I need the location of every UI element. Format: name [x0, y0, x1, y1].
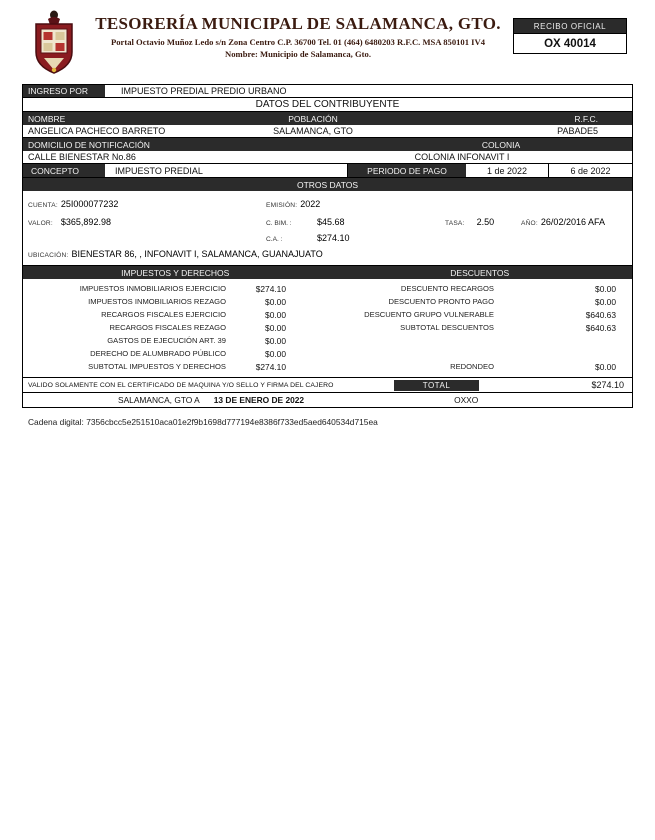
periodo-to: 6 de 2022	[570, 165, 611, 176]
total-row	[23, 377, 632, 392]
concepto-value: IMPUESTO PREDIAL	[105, 164, 348, 177]
domicilio-value: CALLE BIENESTAR No.86	[28, 152, 136, 162]
ubicacion-label: UBICACIÓN:	[28, 252, 69, 259]
domicilio-values-row	[23, 151, 632, 164]
ingreso-label: INGRESO POR	[23, 85, 105, 97]
cuenta-value: 25I000077232	[60, 199, 119, 209]
cbim-label: C. BIM. :	[266, 220, 292, 227]
header-text	[88, 14, 508, 59]
emision-label: EMISIÓN:	[266, 202, 298, 209]
ca-value: $274.10	[317, 233, 350, 243]
cashier-text: OXXO	[454, 395, 479, 405]
header	[30, 8, 627, 78]
impuestos-column	[23, 282, 323, 373]
header-name-line: Nombre: Municipio de Salamanca, Gto.	[225, 49, 371, 59]
ubicacion-value: BIENESTAR 86, , INFONAVIT I, SALAMANCA, GUANAJUATO	[71, 249, 323, 259]
contribuyente-section-title: DATOS DEL CONTRIBUYENTE	[23, 98, 632, 112]
discount-label: DESCUENTO PRONTO PAGO	[388, 297, 494, 306]
receipt-number-box	[513, 18, 627, 54]
value-rfc: PABADE5	[557, 126, 598, 136]
discount-row	[323, 282, 632, 295]
periodo-label: PERIODO DE PAGO	[348, 164, 466, 177]
total-label: TOTAL	[394, 380, 479, 391]
charge-label: RECARGOS FISCALES REZAGO	[109, 323, 226, 332]
colonia-label: COLONIA	[481, 139, 521, 150]
field-anio	[521, 217, 605, 227]
charge-value: $0.00	[265, 335, 286, 346]
field-emision	[266, 199, 320, 209]
colonia-value: COLONIA INFONAVIT I	[414, 152, 510, 162]
anio-label: AÑO:	[521, 220, 538, 227]
discount-value: $0.00	[595, 296, 616, 307]
total-value: $274.10	[591, 380, 624, 390]
field-tasa	[445, 217, 494, 227]
value-nombre: ANGELICA PACHECO BARRETO	[28, 126, 166, 136]
receipt-number: OX 40014	[544, 37, 596, 50]
charge-value: $0.00	[265, 296, 286, 307]
charge-label: RECARGOS FISCALES EJERCICIO	[101, 310, 226, 319]
charge-value: $274.10	[255, 361, 286, 372]
field-ubicacion	[28, 249, 323, 259]
cadena-label: Cadena digital:	[28, 417, 84, 427]
charge-row	[23, 334, 323, 347]
discount-row	[323, 295, 632, 308]
emision-value: 2022	[300, 199, 321, 209]
discount-value: $640.63	[585, 309, 616, 320]
charge-row	[23, 282, 323, 295]
value-poblacion: SALAMANCA, GTO	[273, 126, 353, 136]
field-valor	[28, 217, 111, 227]
ingreso-row	[23, 85, 632, 98]
receipt-box-title: RECIBO OFICIAL	[514, 19, 626, 34]
charge-value: $0.00	[265, 322, 286, 333]
redondeo-value: $0.00	[595, 361, 616, 372]
date-row	[23, 392, 632, 407]
place-text: SALAMANCA, GTO A	[118, 395, 200, 405]
discount-value: $0.00	[595, 283, 616, 294]
ingreso-value: IMPUESTO PREDIAL PREDIO URBANO	[121, 86, 287, 96]
charge-value: $274.10	[255, 283, 286, 294]
charge-row-subtotal	[23, 360, 323, 373]
date-text: 13 DE ENERO DE 2022	[213, 395, 305, 405]
tasa-value: 2.50	[476, 217, 495, 227]
concepto-row	[23, 164, 632, 178]
charge-row	[23, 321, 323, 334]
valor-label: VALOR:	[28, 220, 53, 227]
col-rfc: R.F.C.	[574, 113, 598, 124]
charges-header-row	[23, 266, 632, 279]
municipal-crest-icon	[30, 10, 78, 76]
otros-datos-block	[23, 191, 632, 266]
field-cbim	[266, 217, 345, 227]
field-ca	[266, 233, 350, 243]
receipt-table	[22, 84, 633, 408]
cuenta-label: CUENTA:	[28, 202, 58, 209]
col-poblacion: POBLACIÓN	[288, 113, 338, 124]
charges-items	[23, 279, 632, 377]
anio-value: 26/02/2016 AFA	[540, 217, 605, 227]
discount-label: SUBTOTAL DESCUENTOS	[400, 323, 494, 332]
periodo-from: 1 de 2022	[466, 164, 549, 177]
spacer-row	[323, 334, 632, 347]
charge-row	[23, 308, 323, 321]
concepto-label: CONCEPTO	[23, 164, 105, 177]
spacer-row	[323, 347, 632, 360]
charge-label: DERECHO DE ALUMBRADO PÚBLICO	[90, 349, 226, 358]
charge-label: IMPUESTOS INMOBILIARIOS REZAGO	[88, 297, 226, 306]
charge-label: SUBTOTAL IMPUESTOS Y DERECHOS	[88, 362, 226, 371]
tasa-label: TASA:	[445, 220, 465, 227]
discount-label: DESCUENTO RECARGOS	[400, 284, 494, 293]
contribuyente-values-row	[23, 125, 632, 138]
field-cuenta	[28, 199, 118, 209]
contribuyente-header-row	[23, 112, 632, 125]
charge-row	[23, 347, 323, 360]
domicilio-label: DOMICILIO DE NOTIFICACIÓN	[28, 139, 150, 150]
valor-value: $365,892.98	[60, 217, 111, 227]
cadena-value: 7356cbcc5e251510aca01e2f9b1698d777194e8386f733ed5aed640534d715ea	[86, 417, 378, 427]
page-title: TESORERÍA MUNICIPAL DE SALAMANCA, GTO.	[95, 14, 501, 33]
charge-value: $0.00	[265, 348, 286, 359]
header-address: Portal Octavio Muñoz Ledo s/n Zona Centro C.P. 36700 Tel. 01 (464) 6480203 R.F.C. MSA 850101 IV4	[111, 37, 485, 47]
valido-text: VALIDO SOLAMENTE CON EL CERTIFICADO DE MAQUINA Y/O SELLO Y FIRMA DEL CAJERO	[28, 381, 334, 389]
cadena-digital	[28, 417, 378, 427]
discount-label: DESCUENTO GRUPO VULNERABLE	[364, 310, 494, 319]
cbim-value: $45.68	[317, 217, 345, 227]
charge-label: IMPUESTOS INMOBILIARIOS EJERCICIO	[79, 284, 226, 293]
otros-datos-section-title: OTROS DATOS	[23, 178, 632, 191]
discount-row-subtotal	[323, 321, 632, 334]
ca-label: C.A. :	[266, 236, 283, 243]
descuentos-column	[323, 282, 632, 373]
discount-value: $640.63	[585, 322, 616, 333]
descuentos-header: DESCUENTOS	[450, 267, 510, 278]
impuestos-header: IMPUESTOS Y DERECHOS	[121, 267, 230, 278]
discount-row	[323, 308, 632, 321]
redondeo-row	[323, 360, 632, 373]
domicilio-header-row	[23, 138, 632, 151]
col-nombre: NOMBRE	[28, 113, 66, 124]
charge-value: $0.00	[265, 309, 286, 320]
charge-label: GASTOS DE EJECUCIÓN ART. 39	[107, 336, 226, 345]
redondeo-label: REDONDEO	[450, 362, 494, 371]
charge-row	[23, 295, 323, 308]
